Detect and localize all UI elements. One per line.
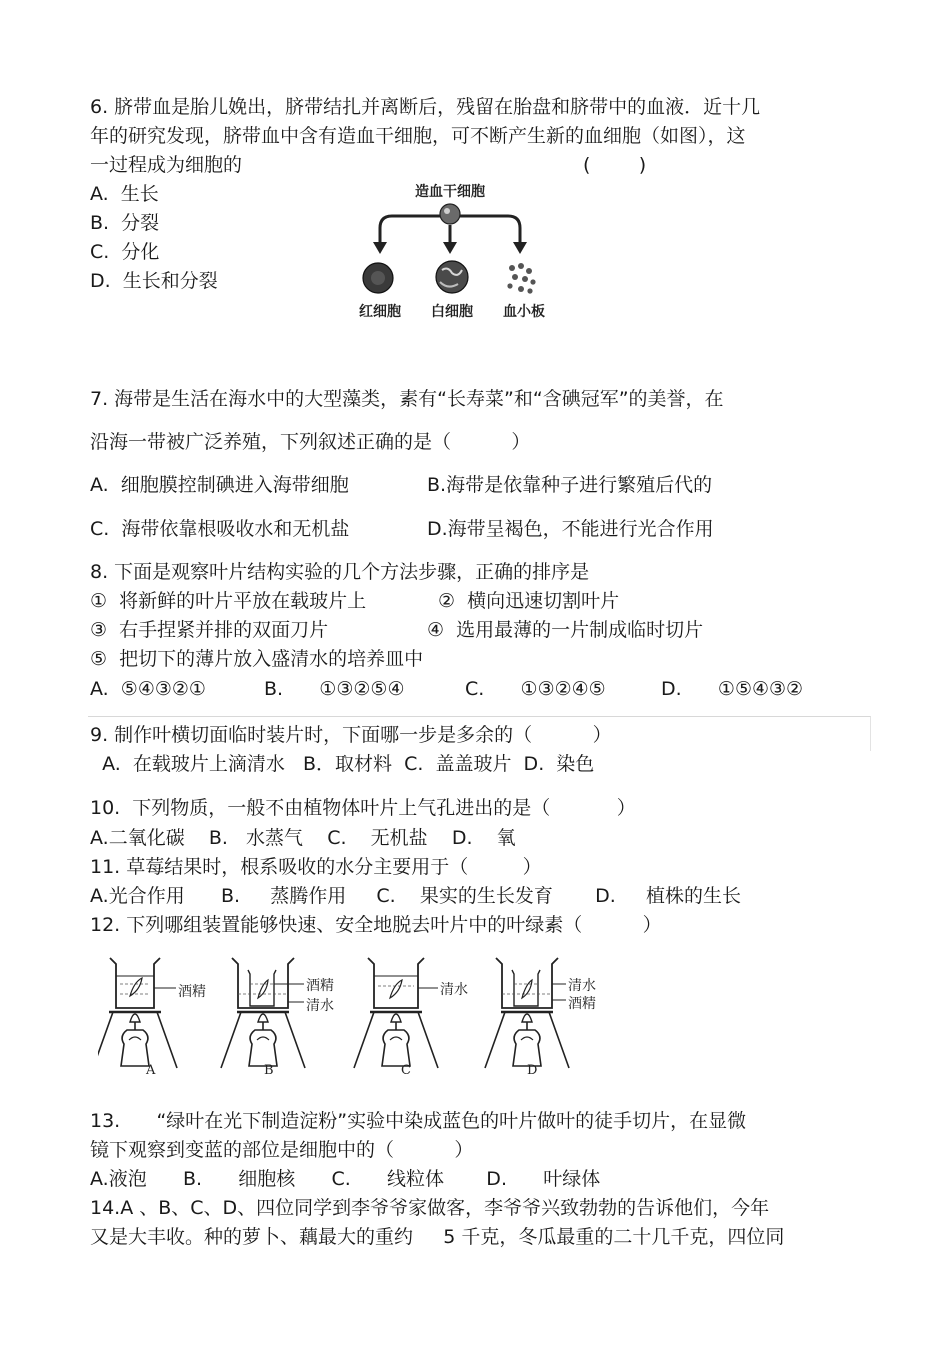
q13-options: A.液泡 B. 细胞核 C. 线粒体 D. 叶绿体 xyxy=(90,1168,601,1190)
apparatus-c xyxy=(354,958,438,1068)
q14-stem-line2: 又是大丰收。种的萝卜、藕最大的重约 5 千克，冬瓜最重的二十几千克，四位同 xyxy=(90,1226,785,1248)
q6-option-a: A. 生长 xyxy=(90,183,159,205)
q8-step-1: ① 将新鲜的叶片平放在载玻片上 xyxy=(90,590,367,612)
letter-b: B xyxy=(264,1063,274,1076)
white-blood-cell-icon xyxy=(436,261,468,293)
q12-stem: 12. 下列哪组装置能够快速、安全地脱去叶片中的叶绿素（ ） xyxy=(90,914,662,936)
q8-step-3: ③ 右手捏紧并排的双面刀片 xyxy=(90,619,329,641)
q8-option-a: A. ⑤④③②① xyxy=(90,678,206,700)
q6-stem-line1: 6. 脐带血是胎儿娩出，脐带结扎并离断后，残留在胎盘和脐带中的血液．近十几 xyxy=(90,96,761,118)
q12-apparatus-figure xyxy=(98,948,618,1076)
q11-stem: 11. 草莓结果时，根系吸收的水分主要用于（ ） xyxy=(90,856,542,878)
platelet-label: 血小板 xyxy=(503,304,545,320)
q6-stem-line3: 一过程成为细胞的 xyxy=(90,154,243,176)
apparatus-b xyxy=(221,958,305,1068)
q6-answer-paren: ( ) xyxy=(583,154,647,176)
q7-option-c: C. 海带依靠根吸收水和无机盐 xyxy=(90,518,350,540)
blood-cell-differentiation-figure xyxy=(340,178,560,328)
q8-step-2: ② 横向迅速切割叶片 xyxy=(438,590,620,612)
q8-option-c: C. ①③②④⑤ xyxy=(465,678,606,700)
q8-step-4: ④ 选用最薄的一片制成临时切片 xyxy=(427,619,704,641)
label-b-alcohol: 酒精 xyxy=(306,978,334,994)
q8-stem: 8. 下面是观察叶片结构实验的几个方法步骤，正确的排序是 xyxy=(90,561,590,583)
q14-stem-line1: 14.A 、B、C、D、四位同学到李爷爷家做客，李爷爷兴致勃勃的告诉他们，今年 xyxy=(90,1197,770,1219)
label-b-water: 清水 xyxy=(306,998,334,1014)
apparatus-d xyxy=(485,958,569,1068)
q13-stem-line2: 镜下观察到变蓝的部位是细胞中的（ ） xyxy=(90,1139,474,1161)
label-d-alcohol: 酒精 xyxy=(568,996,596,1012)
q8-option-b: B. ①③②⑤④ xyxy=(264,678,405,700)
q7-option-b: B.海带是依靠种子进行繁殖后代的 xyxy=(427,474,713,496)
q7-stem-line2: 沿海一带被广泛养殖，下列叙述正确的是（ ） xyxy=(90,431,531,453)
q10-stem: 10. 下列物质，一般不由植物体叶片上气孔进出的是（ ） xyxy=(90,797,636,819)
q8-option-d: D. ①⑤④③② xyxy=(661,678,804,700)
label-c-water: 清水 xyxy=(440,982,468,998)
q8-step-5: ⑤ 把切下的薄片放入盛清水的培养皿中 xyxy=(90,648,424,670)
q11-options: A.光合作用 B. 蒸腾作用 C. 果实的生长发育 D. 植株的生长 xyxy=(90,885,742,907)
q13-stem-line1: 13. “绿叶在光下制造淀粉”实验中染成蓝色的叶片做叶的徒手切片，在显微 xyxy=(90,1110,747,1132)
label-a-alcohol: 酒精 xyxy=(178,984,206,1000)
q6-option-d: D. 生长和分裂 xyxy=(90,270,218,292)
q6-stem-line2: 年的研究发现，脐带血中含有造血干细胞，可不断产生新的血细胞（如图），这 xyxy=(90,125,746,147)
stem-cell-icon xyxy=(440,204,460,224)
white-cell-label: 白细胞 xyxy=(431,304,473,320)
label-d-water: 清水 xyxy=(568,978,596,994)
letter-a: A xyxy=(146,1063,156,1076)
red-cell-label: 红细胞 xyxy=(359,304,401,320)
apparatus-a xyxy=(98,958,177,1068)
q6-option-c: C. 分化 xyxy=(90,241,160,263)
arrow-to-red-cell xyxy=(380,216,440,244)
q6-option-b: B. 分裂 xyxy=(90,212,160,234)
q7-option-d: D.海带呈褐色，不能进行光合作用 xyxy=(427,518,714,540)
letter-c: C xyxy=(401,1063,411,1076)
stem-cell-label: 造血干细胞 xyxy=(415,184,485,200)
letter-d: D xyxy=(527,1063,538,1076)
platelet-icon xyxy=(507,263,535,294)
arrow-to-platelet xyxy=(460,216,520,244)
q9-options: A. 在载玻片上滴清水 B．取材料 C. 盖盖玻片 D. 染色 xyxy=(90,753,595,775)
q9-stem: 9. 制作叶横切面临时装片时，下面哪一步是多余的（ ） xyxy=(90,724,612,746)
q10-options: A.二氧化碳 B. 水蒸气 C. 无机盐 D. 氧 xyxy=(90,827,516,849)
q7-stem-line1: 7. 海带是生活在海水中的大型藻类，素有“长寿菜”和“含碘冠军”的美誉，在 xyxy=(90,388,724,410)
q7-option-a: A. 细胞膜控制碘进入海带细胞 xyxy=(90,474,349,496)
